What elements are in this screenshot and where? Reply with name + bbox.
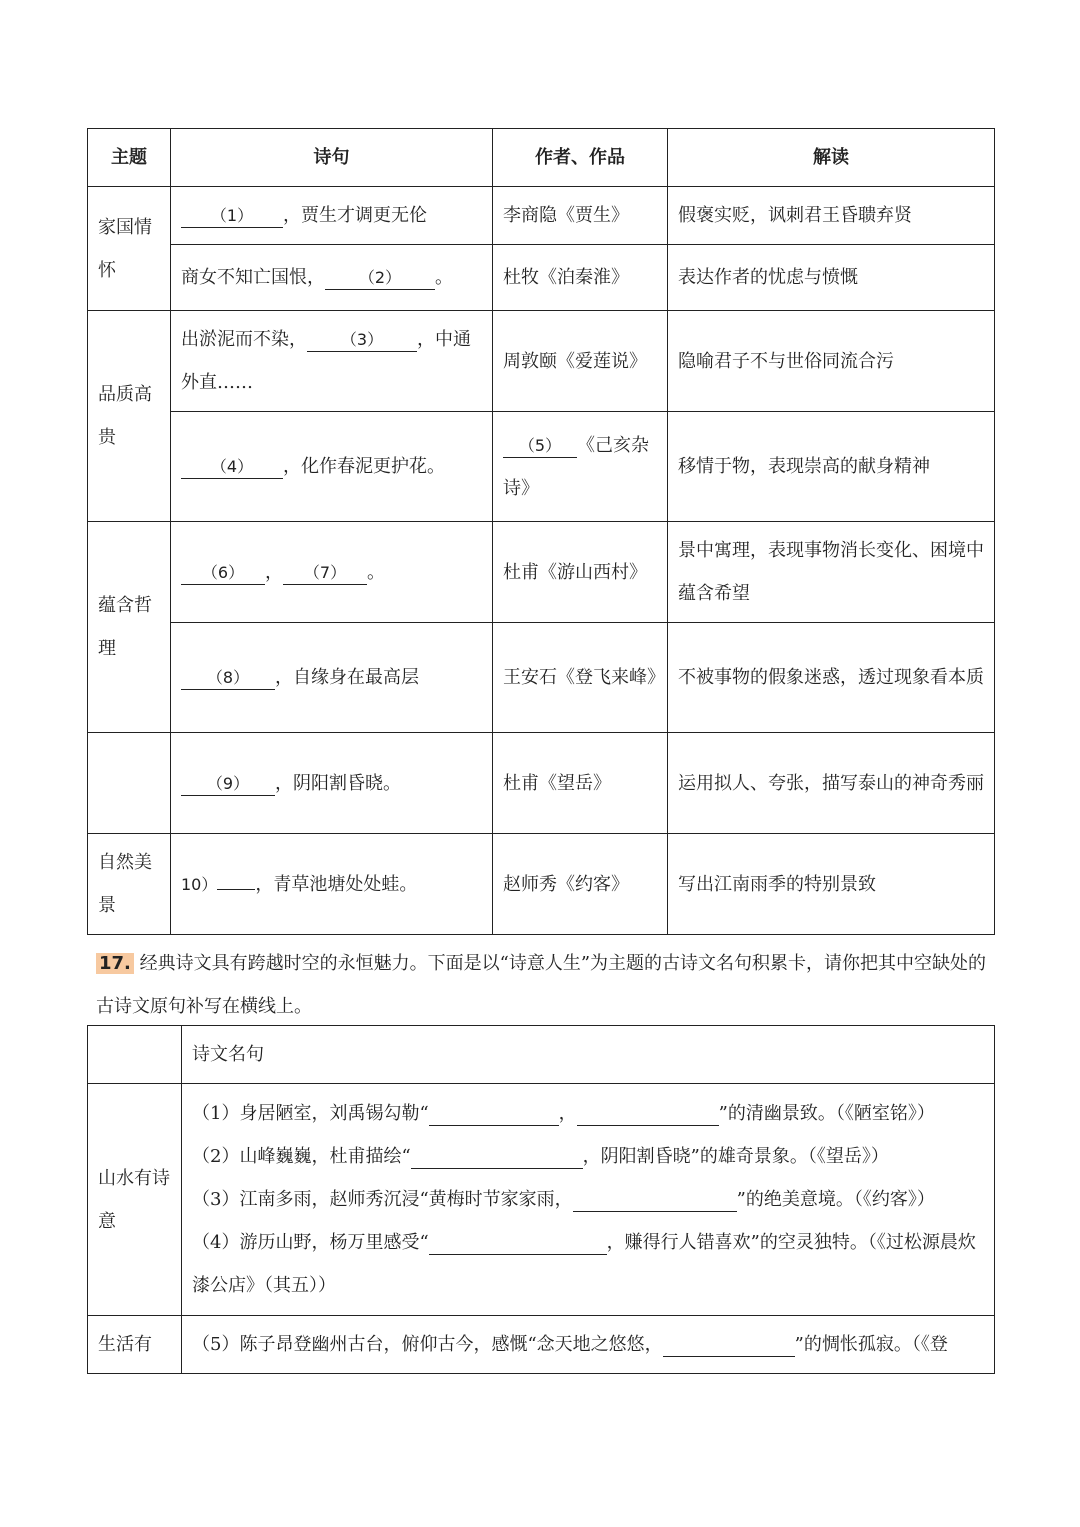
fill-blank[interactable]: （3） (307, 329, 417, 352)
question-17 (96, 942, 991, 1028)
reading-cell: 假褒实贬，讽刺君王昏聩弃贤 (668, 187, 995, 245)
fill-blank[interactable]: （7） (283, 562, 367, 585)
reading-cell: 运用拟人、夸张，描写泰山的神奇秀丽 (668, 733, 995, 834)
fill-blank[interactable] (217, 889, 255, 890)
reading-cell: 隐喻君子不与世俗同流合污 (668, 311, 995, 412)
fill-blank[interactable] (573, 1189, 737, 1212)
item-line: （3）江南多雨，赵师秀沉浸“黄梅时节家家雨， ”的绝美意境。（《约客》） (192, 1189, 935, 1210)
theme-cell: 山水有诗意 (88, 1084, 182, 1316)
header-author: 作者、作品 (493, 129, 668, 187)
header-theme: 主题 (88, 129, 171, 187)
question-number: 17. (96, 953, 134, 974)
verse-cell: （4） ，化作春泥更护花。 (171, 412, 493, 522)
fill-blank[interactable]: （2） (325, 267, 435, 290)
item-line: （1）身居陋室，刘禹锡勾勒“ ， ”的清幽景致。（《陋室铭》） (192, 1103, 935, 1124)
fill-blank[interactable] (411, 1146, 583, 1169)
header-reading: 解读 (668, 129, 995, 187)
item-line: （4）游历山野，杨万里感受“ ，赚得行人错喜欢”的空灵独特。（《过松源晨炊漆公店》（其五）） (192, 1232, 976, 1296)
question-text: 经典诗文具有跨越时空的永恒魅力。下面是以“诗意人生”为主题的古诗文名句积累卡，请你把其中空缺处的古诗文原句补写在横线上。 (96, 953, 987, 1017)
fill-blank[interactable]: （4） (181, 456, 283, 479)
theme-cell: 生活有 (88, 1316, 182, 1374)
verse-cell: （9） ，阴阳割昏晓。 (171, 733, 493, 834)
fill-blank[interactable] (577, 1103, 719, 1126)
theme-cell: 蕴含哲理 (88, 522, 171, 733)
fill-blank[interactable]: （6） (181, 562, 265, 585)
header-famous-lines: 诗文名句 (182, 1026, 995, 1084)
fill-blank[interactable] (663, 1334, 795, 1357)
author-cell: 李商隐《贾生》 (493, 187, 668, 245)
poetry-card-table (87, 1025, 995, 1374)
fill-blank[interactable]: （8） (181, 667, 275, 690)
theme-cell: 品质高贵 (88, 311, 171, 522)
reading-cell: 景中寓理，表现事物消长变化、困境中蕴含希望 (668, 522, 995, 623)
theme-cell: 家国情怀 (88, 187, 171, 311)
fill-blank[interactable]: （1） (181, 205, 283, 228)
verse-cell: 出淤泥而不染， （3） ，中通外直…… (171, 311, 493, 412)
reading-cell: 表达作者的忧虑与愤慨 (668, 245, 995, 311)
items-cell (182, 1084, 995, 1316)
fill-blank[interactable]: （9） (181, 773, 275, 796)
header-verse: 诗句 (171, 129, 493, 187)
items-cell (182, 1316, 995, 1374)
fill-blank[interactable]: （5） (503, 435, 577, 458)
verse-cell: 商女不知亡国恨， （2） 。 (171, 245, 493, 311)
fill-blank[interactable] (429, 1232, 607, 1255)
author-cell: 周敦颐《爱莲说》 (493, 311, 668, 412)
theme-cell (88, 733, 171, 834)
reading-cell: 写出江南雨季的特别景致 (668, 834, 995, 935)
author-cell: 杜甫《望岳》 (493, 733, 668, 834)
author-cell: （5） 《己亥杂诗》 (493, 412, 668, 522)
verse-cell: （1） ，贾生才调更无伦 (171, 187, 493, 245)
reading-cell: 移情于物，表现崇高的献身精神 (668, 412, 995, 522)
author-cell: 杜牧《泊秦淮》 (493, 245, 668, 311)
author-cell: 杜甫《游山西村》 (493, 522, 668, 623)
fill-blank[interactable] (429, 1103, 559, 1126)
theme-cell: 自然美景 (88, 834, 171, 935)
author-cell: 赵师秀《约客》 (493, 834, 668, 935)
item-line: （5）陈子昂登幽州古台，俯仰古今，感慨“念天地之悠悠， ”的惆怅孤寂。（《登 (192, 1334, 948, 1355)
verse-cell: （8） ，自缘身在最高层 (171, 623, 493, 733)
verse-cell: 10） ，青草池塘处处蛙。 (171, 834, 493, 935)
empty-header-cell (88, 1026, 182, 1084)
item-line: （2）山峰巍巍，杜甫描绘“ ，阴阳割昏晓”的雄奇景象。（《望岳》） (192, 1146, 889, 1167)
verse-cell: （6） ， （7） 。 (171, 522, 493, 623)
reading-cell: 不被事物的假象迷惑，透过现象看本质 (668, 623, 995, 733)
author-cell: 王安石《登飞来峰》 (493, 623, 668, 733)
poetry-theme-table (87, 128, 995, 935)
